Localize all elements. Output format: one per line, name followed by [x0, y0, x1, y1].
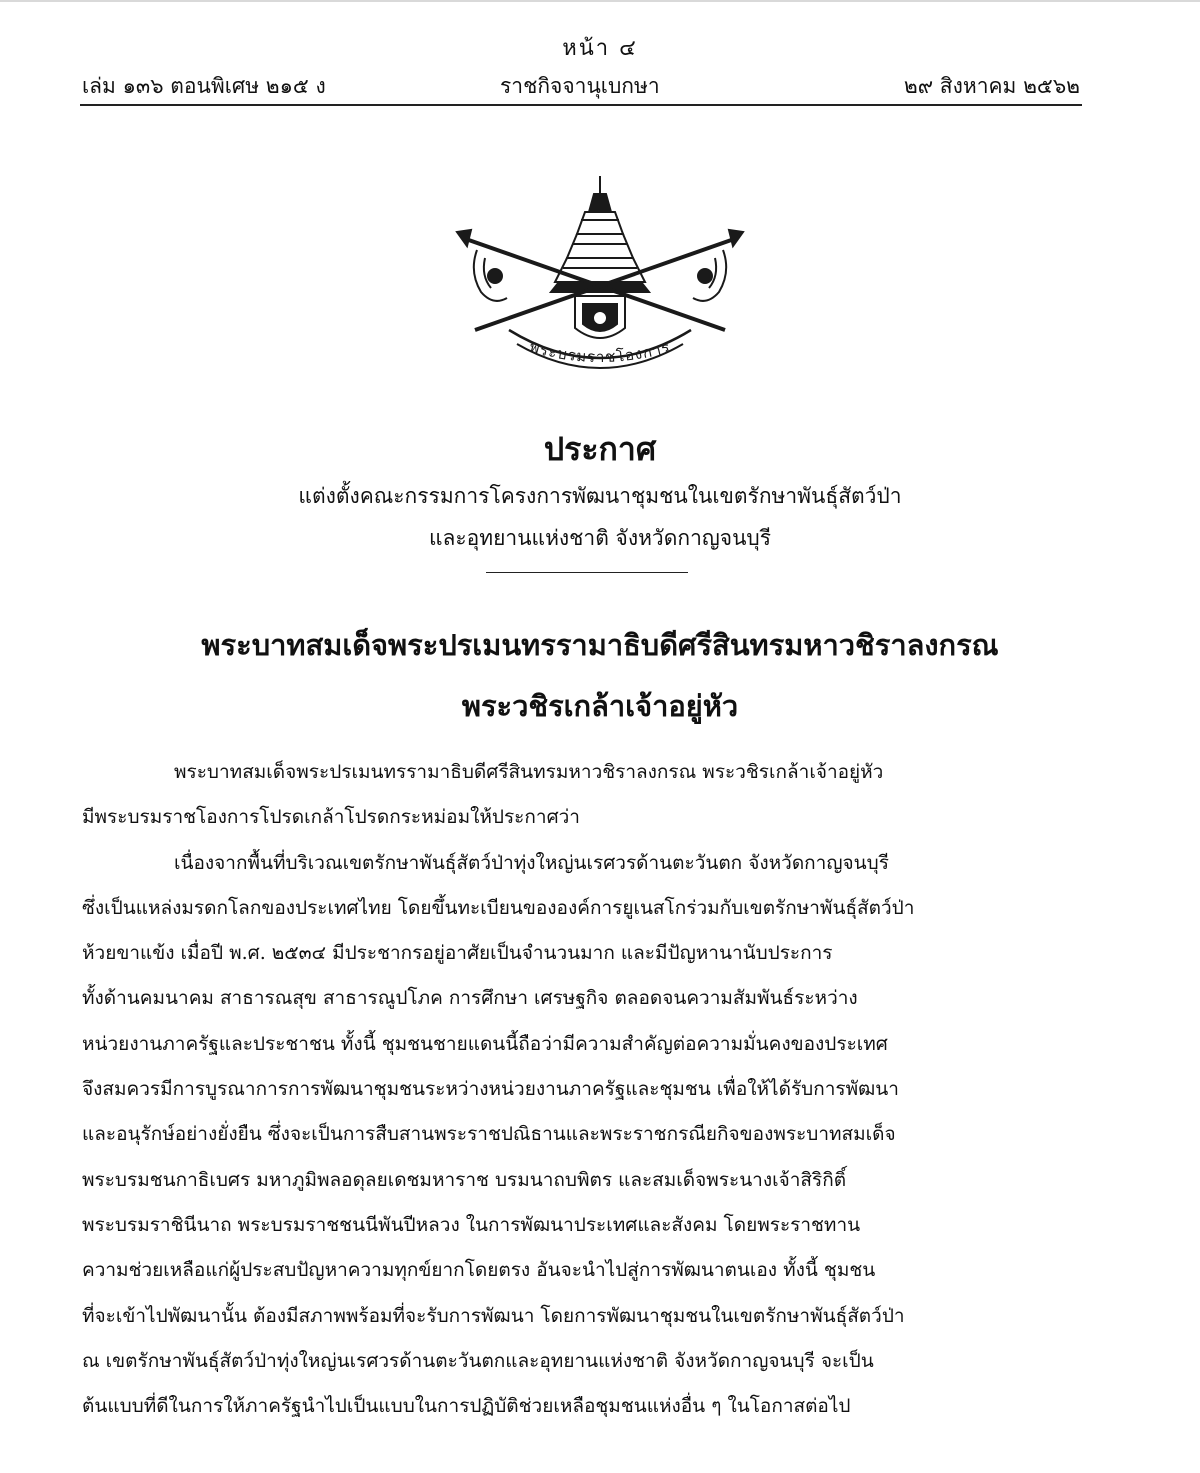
body-line: พระบาทสมเด็จพระปรเมนทรรามาธิบดีศรีสินทรมหาวชิราลงกรณ พระวชิรเกล้าเจ้าอยู่หัว	[174, 761, 884, 783]
royal-title-line-1: พระบาทสมเด็จพระปรเมนทรรามาธิบดีศรีสินทรมหาวชิราลงกรณ	[201, 628, 999, 662]
svg-text:พระบรมราชโองการ	[527, 340, 672, 366]
body-line: เนื่องจากพื้นที่บริเวณเขตรักษาพันธุ์สัตว์ป่าทุ่งใหญ่นเรศวรด้านตะวันตก จังหวัดกาญจนบุรี	[174, 851, 889, 874]
title-divider	[486, 572, 688, 573]
body-line: ต้นแบบที่ดีในการให้ภาครัฐนำไปเป็นแบบในการปฏิบัติช่วยเหลือชุมชนแห่งอื่น ๆ ในโอกาสต่อไป	[82, 1395, 851, 1418]
announcement-body	[82, 750, 1078, 1429]
body-line: ความช่วยเหลือแก่ผู้ประสบปัญหาความทุกข์ยากโดยตรง อันจะนำไปสู่การพัฒนาตนเอง ทั้งนี้ ชุมชน	[82, 1259, 876, 1282]
body-line: พระบรมราชินีนาถ พระบรมราชชนนีพันปีหลวง ในการพัฒนาประเทศและสังคม โดยพระราชทาน	[82, 1213, 861, 1236]
publication-name: ราชกิจจานุเบกษา	[500, 74, 660, 98]
announcement-subtitle-line-1: แต่งตั้งคณะกรรมการโครงการพัฒนาชุมชนในเขตรักษาพันธุ์สัตว์ป่า	[298, 484, 902, 508]
body-line: ที่จะเข้าไปพัฒนานั้น ต้องมีสภาพพร้อมที่จะรับการพัฒนา โดยการพัฒนาชุมชนในเขตรักษาพันธุ์สัตว์ป่า	[82, 1304, 905, 1327]
publication-date: ๒๙ สิงหาคม ๒๕๖๒	[903, 74, 1080, 98]
body-line: มีพระบรมราชโองการโปรดเกล้าโปรดกระหม่อมให้ประกาศว่า	[82, 806, 580, 829]
body-line: ซึ่งเป็นแหล่งมรดกโลกของประเทศไทย โดยขึ้นทะเบียนขององค์การยูเนสโกร่วมกับเขตรักษาพันธุ์สัตว์ป่า	[82, 896, 915, 919]
royal-emblem-icon	[455, 172, 745, 382]
royal-title-line-2: พระวชิรเกล้าเจ้าอยู่หัว	[461, 689, 739, 723]
body-line: และอนุรักษ์อย่างยั่งยืน ซึ่งจะเป็นการสืบสานพระราชปณิธานและพระราชกรณียกิจของพระบาทสมเด็จ	[82, 1123, 896, 1146]
announcement-subtitle-line-2: และอุทยานแห่งชาติ จังหวัดกาญจนบุรี	[428, 526, 772, 550]
body-line: ทั้งด้านคมนาคม สาธารณสุข สาธารณูปโภค การศึกษา เศรษฐกิจ ตลอดจนความสัมพันธ์ระหว่าง	[82, 987, 858, 1010]
body-line: ห้วยขาแข้ง เมื่อปี พ.ศ. ๒๕๓๔ มีประชากรอยู่อาศัยเป็นจำนวนมาก และมีปัญหานานับประการ	[82, 942, 833, 965]
page-number: หน้า ๔	[562, 36, 638, 61]
gazette-header	[82, 70, 1080, 100]
body-line: ณ เขตรักษาพันธุ์สัตว์ป่าทุ่งใหญ่นเรศวรด้านตะวันตกและอุทยานแห่งชาติ จังหวัดกาญจนบุรี จะเป็น	[82, 1349, 874, 1372]
volume-issue: เล่ม ๑๓๖ ตอนพิเศษ ๒๑๕ ง	[82, 74, 326, 98]
body-line: หน่วยงานภาครัฐและประชาชน ทั้งนี้ ชุมชนชายแดนนี้ถือว่ามีความสำคัญต่อความมั่นคงของประเทศ	[82, 1032, 888, 1055]
announcement-title: ประกาศ	[543, 430, 657, 468]
body-line: พระบรมชนกาธิเบศร มหาภูมิพลอดุลยเดชมหาราช บรมนาถบพิตร และสมเด็จพระนางเจ้าสิริกิติ์	[82, 1168, 847, 1191]
body-line: จึงสมควรมีการบูรณาการการพัฒนาชุมชนระหว่างหน่วยงานภาครัฐและชุมชน เพื่อให้ได้รับการพัฒนา	[82, 1078, 899, 1101]
seal-text: พระบรมราชโองการ	[527, 339, 673, 367]
header-divider	[80, 104, 1082, 106]
